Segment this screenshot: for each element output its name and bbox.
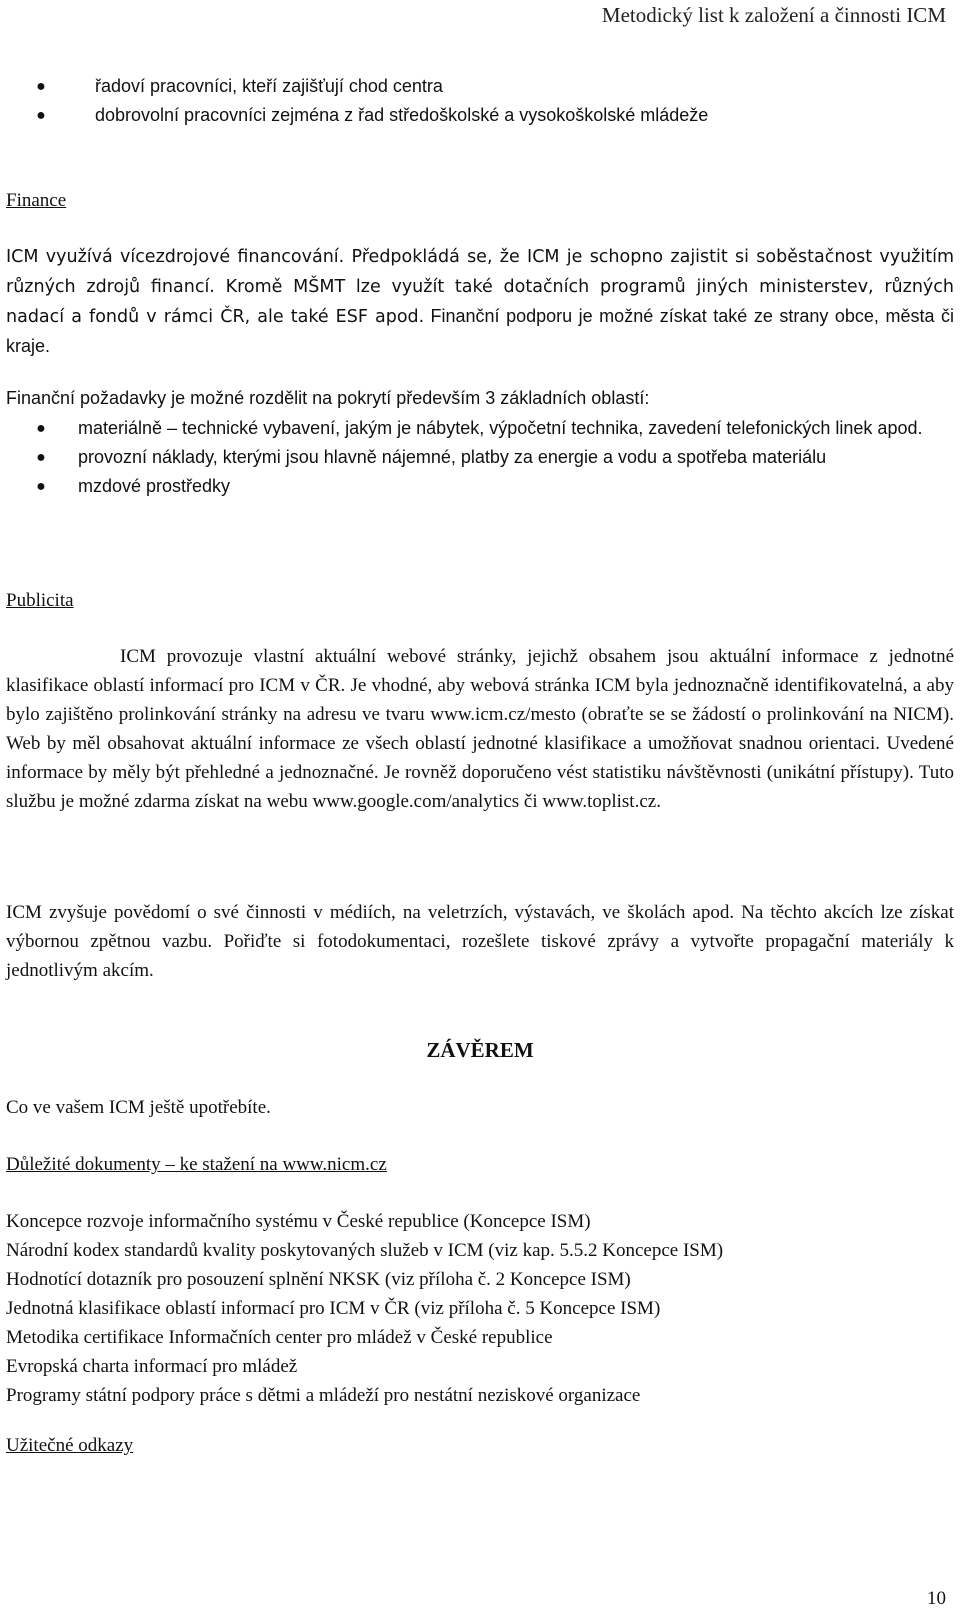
document-item: Koncepce rozvoje informačního systému v České republice (Koncepce ISM) [6,1211,591,1232]
list-item [6,72,954,101]
conclusion-title: ZÁVĚREM [426,1038,534,1062]
document-item: Jednotná klasifikace oblastí informací pro ICM v ČR (viz příloha č. 5 Koncepce ISM) [6,1298,661,1319]
document-item: Hodnotící dotazník pro posouzení splnění NKSK (viz příloha č. 2 Koncepce ISM) [6,1269,631,1290]
finance-areas-intro: Finanční požadavky je možné rozdělit na pokrytí především 3 základních oblastí: [6,388,650,408]
finance-areas-list [6,414,954,501]
list-item-text: mzdové prostředky [78,476,231,496]
document-item: Metodika certifikace Informačních center pro mládež v České republice [6,1327,553,1348]
publicity-paragraph [6,642,954,816]
finance-heading: Finance [6,190,67,211]
bullet-icon: ● [36,478,46,495]
finance-paragraph [6,242,954,361]
documents-list [6,1207,954,1410]
publicity-media-paragraph: ICM zvyšuje povědomí o své činnosti v médiích, na veletrzích, výstavách, ve školách apod. Na těchto akcích lze získat výbornou zpětnou vazbu. Pořiďte si fotodokumentaci, rozešlete tiskové zprávy a vytvořte propagační materiály k jednotlivým akcím. [6,902,954,981]
list-item-text: dobrovolní pracovníci zejména z řad středoškolské a vysokoškolské mládeže [95,105,709,125]
page-number: 10 [927,1588,946,1609]
useful-links-heading: Užitečné odkazy [6,1435,134,1456]
publicity-paragraph-text: ICM provozuje vlastní aktuální webové stránky, jejichž obsahem jsou aktuální informace z jednotné klasifikace oblastí informací pro ICM v ČR. Je vhodné, aby webová stránka ICM byla jednoznačně identifikovatelná, a aby bylo zajištěno prolinkování stránky na adresu ve tvaru www.icm.cz/mesto (obraťte se se žádostí o prolinkování na NICM). Web by měl obsahovat aktuální informace ze všech oblastí jednotné klasifikace a umožňovat snadnou orientaci. Uvedené informace by měly být přehledné a jednoznačné. Je rovněž doporučeno vést statistiku návštěvnosti (unikátní přístupy). Tuto službu je možné zdarma získat na webu www.google.com/analytics či www.toplist.cz. [6,646,954,812]
document-item: Národní kodex standardů kvality poskytovaných služeb v ICM (viz kap. 5.5.2 Koncepce ISM) [6,1240,724,1261]
list-item [6,472,954,501]
finance-support-text: Finanční podporu je možné získat také ze strany obce, města či kraje. [6,306,955,356]
list-item [6,443,954,472]
document-item: Evropská charta informací pro mládež [6,1356,298,1377]
conclusion-lead: Co ve vašem ICM ještě upotřebíte. [6,1097,271,1118]
finance-paragraph-text: ICM využívá vícezdrojové financování. Předpokládá se, že ICM je schopno zajistit si soběstačnost využitím různých zdrojů financí. Kromě MŠMT lze využít také dotačních programů jiných ministerstev, různých nadací a fondů v rámci ČR, ale také ESF apod. [6,247,954,327]
list-item-text: provozní náklady, kterými jsou hlavně nájemné, platby za energie a vodu a spotřeba materiálu [78,447,827,467]
list-item [6,101,954,130]
documents-heading: Důležité dokumenty – ke stažení na www.nicm.cz [6,1154,387,1175]
bullet-icon: ● [36,420,46,437]
running-header: Metodický list k založení a činnosti ICM [601,3,946,27]
bullet-icon: ● [36,107,46,124]
staff-list-block [6,72,954,130]
list-item-text: materiálně – technické vybavení, jakým je nábytek, výpočetní technika, zavedení telefonických linek apod. [78,418,923,438]
bullet-icon: ● [36,449,46,466]
list-item-text: řadoví pracovníci, kteří zajišťují chod centra [95,76,443,96]
staff-list [6,72,954,130]
publicity-heading: Publicita [6,590,74,611]
document-item: Programy státní podpory práce s dětmi a mládeží pro nestátní neziskové organizace [6,1385,641,1406]
finance-areas-block [6,414,954,501]
list-item [6,414,954,443]
bullet-icon: ● [36,78,46,95]
